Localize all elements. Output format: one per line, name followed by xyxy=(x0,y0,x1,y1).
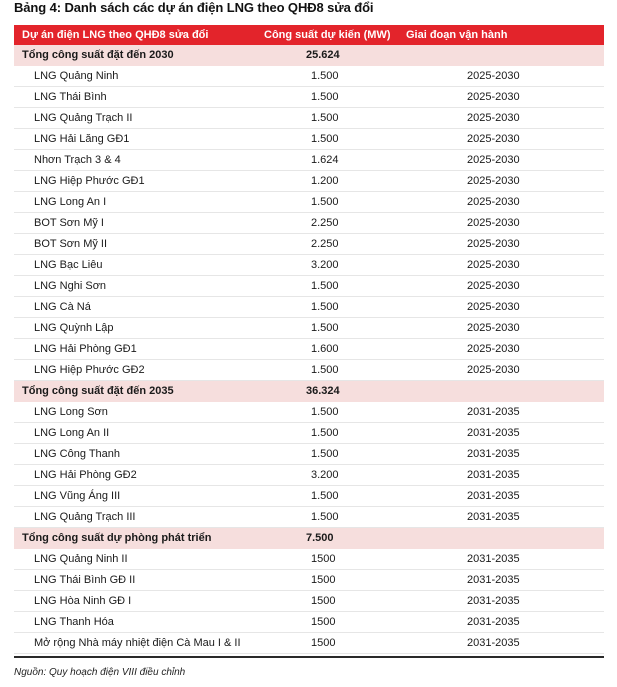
project-name: BOT Sơn Mỹ II xyxy=(34,238,108,250)
source-note: Nguồn: Quy hoạch điện VIII điều chỉnh xyxy=(14,667,186,678)
project-name: LNG Quảng Trạch II xyxy=(34,112,133,124)
phase-value: 2025-2030 xyxy=(467,364,520,376)
phase-value: 2031-2035 xyxy=(467,616,520,628)
capacity-value: 1.500 xyxy=(311,280,339,292)
table-row xyxy=(14,87,604,108)
table-row xyxy=(14,171,604,192)
capacity-value: 1.500 xyxy=(311,364,339,376)
project-name: BOT Sơn Mỹ I xyxy=(34,217,104,229)
capacity-value: 1.500 xyxy=(311,112,339,124)
project-name: LNG Bạc Liêu xyxy=(34,259,103,271)
capacity-value: 7.500 xyxy=(306,532,334,544)
capacity-value: 1.500 xyxy=(311,406,339,418)
phase-value: 2031-2035 xyxy=(467,469,520,481)
table-row xyxy=(14,213,604,234)
capacity-value: 1500 xyxy=(311,616,336,628)
table-row xyxy=(14,297,604,318)
project-name: LNG Cà Ná xyxy=(34,301,91,313)
capacity-value: 1.500 xyxy=(311,490,339,502)
phase-value: 2025-2030 xyxy=(467,70,520,82)
capacity-value: 3.200 xyxy=(311,259,339,271)
project-name: LNG Quảng Ninh xyxy=(34,70,119,82)
table-bottom-rule xyxy=(14,656,604,658)
project-name: LNG Quỳnh Lập xyxy=(34,322,114,334)
capacity-value: 1.500 xyxy=(311,322,339,334)
table-title: Bảng 4: Danh sách các dự án điện LNG theo QHĐ8 sửa đổi xyxy=(14,0,374,15)
project-name: LNG Quảng Trạch III xyxy=(34,511,136,523)
phase-value: 2031-2035 xyxy=(467,448,520,460)
table-row xyxy=(14,129,604,150)
capacity-value: 36.324 xyxy=(306,385,340,397)
phase-value: 2031-2035 xyxy=(467,511,520,523)
project-name: LNG Công Thanh xyxy=(34,448,121,460)
project-name: LNG Long An II xyxy=(34,427,110,439)
capacity-value: 1500 xyxy=(311,595,336,607)
group-total-row xyxy=(14,528,604,549)
group-total-row xyxy=(14,381,604,402)
header-capacity: Công suất dự kiến (MW) xyxy=(264,29,391,41)
table-row xyxy=(14,486,604,507)
project-name: LNG Hải Phòng GĐ1 xyxy=(34,343,137,355)
capacity-value: 2.250 xyxy=(311,238,339,250)
table-row xyxy=(14,66,604,87)
capacity-value: 1500 xyxy=(311,574,336,586)
table-row xyxy=(14,402,604,423)
capacity-value: 1.500 xyxy=(311,301,339,313)
capacity-value: 25.624 xyxy=(306,49,340,61)
capacity-value: 1.500 xyxy=(311,196,339,208)
phase-value: 2025-2030 xyxy=(467,154,520,166)
project-name: LNG Long An I xyxy=(34,196,107,208)
phase-value: 2031-2035 xyxy=(467,553,520,565)
phase-value: 2031-2035 xyxy=(467,427,520,439)
project-name: Tổng công suất dự phòng phát triển xyxy=(22,532,212,544)
table-row xyxy=(14,360,604,381)
capacity-value: 1.200 xyxy=(311,175,339,187)
phase-value: 2025-2030 xyxy=(467,280,520,292)
lng-projects-table xyxy=(14,25,604,658)
project-name: LNG Vũng Áng III xyxy=(34,490,121,502)
phase-value: 2025-2030 xyxy=(467,91,520,103)
capacity-value: 1.500 xyxy=(311,511,339,523)
header-project: Dự án điện LNG theo QHĐ8 sửa đổi xyxy=(22,29,209,41)
table-row xyxy=(14,276,604,297)
phase-value: 2025-2030 xyxy=(467,112,520,124)
capacity-value: 1.500 xyxy=(311,427,339,439)
project-name: Mở rộng Nhà máy nhiệt điện Cà Mau I & II xyxy=(34,637,241,649)
phase-value: 2031-2035 xyxy=(467,490,520,502)
table-row xyxy=(14,423,604,444)
table-row xyxy=(14,234,604,255)
group-total-row xyxy=(14,45,604,66)
phase-value: 2031-2035 xyxy=(467,574,520,586)
capacity-value: 2.250 xyxy=(311,217,339,229)
table-row xyxy=(14,339,604,360)
table-row xyxy=(14,633,604,654)
phase-value: 2025-2030 xyxy=(467,322,520,334)
header-phase: Giai đoạn vận hành xyxy=(406,29,508,41)
table-row xyxy=(14,507,604,528)
table-row xyxy=(14,591,604,612)
capacity-value: 1.500 xyxy=(311,70,339,82)
project-name: LNG Hải Phòng GĐ2 xyxy=(34,469,137,481)
table-row xyxy=(14,570,604,591)
table-row xyxy=(14,255,604,276)
capacity-value: 1.500 xyxy=(311,91,339,103)
phase-value: 2025-2030 xyxy=(467,343,520,355)
capacity-value: 1.600 xyxy=(311,343,339,355)
project-name: LNG Thái Bình GĐ II xyxy=(34,574,136,586)
project-name: Tổng công suất đặt đến 2035 xyxy=(22,385,174,397)
table-header xyxy=(14,25,604,45)
project-name: LNG Long Sơn xyxy=(34,406,108,418)
table-row xyxy=(14,549,604,570)
phase-value: 2025-2030 xyxy=(467,259,520,271)
project-name: Nhơn Trạch 3 & 4 xyxy=(34,154,121,166)
capacity-value: 1.624 xyxy=(311,154,339,166)
project-name: Tổng công suất đặt đến 2030 xyxy=(22,49,174,61)
table-row xyxy=(14,318,604,339)
capacity-value: 3.200 xyxy=(311,469,339,481)
phase-value: 2025-2030 xyxy=(467,196,520,208)
table-row xyxy=(14,465,604,486)
project-name: LNG Hiệp Phước GĐ1 xyxy=(34,175,145,187)
capacity-value: 1.500 xyxy=(311,133,339,145)
table-row xyxy=(14,612,604,633)
project-name: LNG Thái Bình xyxy=(34,91,107,103)
project-name: LNG Hải Lăng GĐ1 xyxy=(34,133,130,145)
capacity-value: 1500 xyxy=(311,553,336,565)
phase-value: 2025-2030 xyxy=(467,133,520,145)
table-row xyxy=(14,192,604,213)
capacity-value: 1500 xyxy=(311,637,336,649)
phase-value: 2031-2035 xyxy=(467,406,520,418)
phase-value: 2025-2030 xyxy=(467,238,520,250)
project-name: LNG Hiệp Phước GĐ2 xyxy=(34,364,145,376)
table-body xyxy=(14,45,604,654)
table-row xyxy=(14,444,604,465)
table-row xyxy=(14,150,604,171)
phase-value: 2025-2030 xyxy=(467,301,520,313)
project-name: LNG Thanh Hóa xyxy=(34,616,114,628)
table-row xyxy=(14,108,604,129)
phase-value: 2031-2035 xyxy=(467,595,520,607)
phase-value: 2025-2030 xyxy=(467,217,520,229)
project-name: LNG Hòa Ninh GĐ I xyxy=(34,595,132,607)
phase-value: 2031-2035 xyxy=(467,637,520,649)
phase-value: 2025-2030 xyxy=(467,175,520,187)
project-name: LNG Nghi Sơn xyxy=(34,280,107,292)
capacity-value: 1.500 xyxy=(311,448,339,460)
project-name: LNG Quảng Ninh II xyxy=(34,553,128,565)
